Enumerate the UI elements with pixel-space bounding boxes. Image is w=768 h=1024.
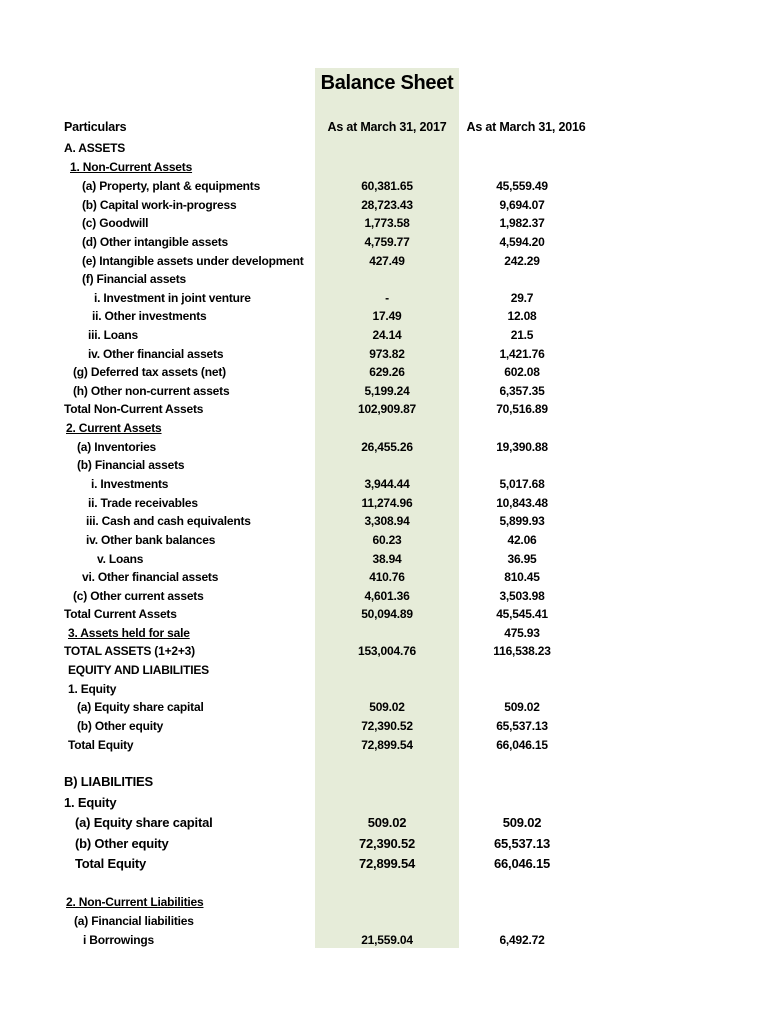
row-label: (c) Goodwill (82, 216, 149, 230)
header-particulars: Particulars (64, 120, 127, 134)
table-row (0, 494, 768, 512)
table-row (0, 139, 768, 157)
value-2016: 4,594.20 (499, 235, 545, 249)
row-label: TOTAL ASSETS (1+2+3) (64, 644, 195, 658)
row-label: Total Current Assets (64, 607, 177, 621)
value-2016: 45,559.49 (496, 179, 548, 193)
table-row (0, 456, 768, 474)
value-2016: 3,503.98 (499, 589, 545, 603)
value-2016: 19,390.88 (496, 440, 548, 454)
value-2016: 12.08 (507, 309, 537, 323)
table-row (0, 345, 768, 363)
value-2016: 45,545.41 (496, 607, 548, 621)
value-2017: 11,274.96 (361, 496, 413, 510)
table-row (0, 196, 768, 214)
row-label: (g) Deferred tax assets (net) (73, 365, 226, 379)
value-2016: 66,046.15 (493, 856, 551, 871)
value-2017: 24.14 (372, 328, 402, 342)
row-label: Total Equity (68, 738, 134, 752)
value-2016: 36.95 (507, 552, 537, 566)
row-label: ii. Other investments (92, 309, 207, 323)
value-2017: 72,899.54 (358, 856, 416, 871)
row-label: (d) Other intangible assets (82, 235, 228, 249)
row-label: iv. Other financial assets (88, 347, 224, 361)
value-2016: 66,046.15 (496, 738, 548, 752)
table-row (0, 158, 768, 176)
table-row (0, 531, 768, 549)
table-row (0, 814, 768, 832)
value-2017: 60.23 (372, 533, 402, 547)
value-2017: 1,773.58 (364, 216, 410, 230)
row-label: 1. Equity (68, 682, 117, 696)
table-row (0, 698, 768, 716)
value-2017: 3,944.44 (364, 477, 410, 491)
value-2017: 509.02 (369, 700, 405, 714)
value-2017: 410.76 (369, 570, 405, 584)
table-row (0, 661, 768, 679)
value-2017: 153,004.76 (357, 644, 417, 658)
value-2016: 10,843.48 (496, 496, 548, 510)
table-row (0, 438, 768, 456)
value-2017: 629.26 (369, 365, 405, 379)
value-2016: 9,694.07 (499, 198, 545, 212)
table-row (0, 363, 768, 381)
sheet-title: Balance Sheet (320, 72, 454, 94)
header-2017: As at March 31, 2017 (327, 120, 447, 134)
table-row (0, 931, 768, 949)
row-label: Total Equity (75, 856, 147, 871)
row-label: ii. Trade receivables (88, 496, 198, 510)
value-2016: 242.29 (504, 254, 540, 268)
table-row (0, 912, 768, 930)
table-row (0, 400, 768, 418)
value-2016: 116,538.23 (493, 644, 551, 658)
row-label: (b) Capital work-in-progress (82, 198, 237, 212)
value-2016: 602.08 (504, 365, 540, 379)
row-label: A. ASSETS (64, 141, 126, 155)
table-row (0, 419, 768, 437)
value-2017: 72,390.52 (358, 836, 416, 851)
value-2016: 21.5 (510, 328, 534, 342)
row-label: i. Investments (91, 477, 169, 491)
row-label: iii. Cash and cash equivalents (86, 514, 251, 528)
value-2017: 17.49 (372, 309, 402, 323)
row-label: 2. Current Assets (66, 421, 162, 435)
value-2016: 475.93 (504, 626, 540, 640)
value-2017: 427.49 (369, 254, 405, 268)
table-row (0, 289, 768, 307)
row-label: (h) Other non-current assets (73, 384, 230, 398)
value-2016: 42.06 (507, 533, 537, 547)
table-row (0, 550, 768, 568)
value-2017: 509.02 (367, 815, 407, 830)
value-2016: 6,357.35 (499, 384, 545, 398)
value-2016: 70,516.89 (496, 402, 548, 416)
value-2017: 50,094.89 (361, 607, 413, 621)
table-row (0, 587, 768, 605)
row-label: vi. Other financial assets (82, 570, 219, 584)
table-row (0, 624, 768, 642)
value-2017: 4,601.36 (364, 589, 410, 603)
value-2017: 973.82 (369, 347, 405, 361)
row-label: (a) Equity share capital (77, 700, 204, 714)
value-2017: 5,199.24 (364, 384, 410, 398)
value-2016: 5,899.93 (499, 514, 545, 528)
table-row (0, 835, 768, 853)
value-2016: 509.02 (502, 815, 542, 830)
value-2016: 810.45 (504, 570, 540, 584)
value-2017: - (385, 291, 389, 305)
row-label: 3. Assets held for sale (68, 626, 190, 640)
table-row (0, 512, 768, 530)
table-row (0, 893, 768, 911)
value-2016: 1,421.76 (499, 347, 545, 361)
table-row (0, 773, 768, 791)
value-2016: 6,492.72 (499, 933, 545, 947)
row-label: v. Loans (97, 552, 144, 566)
row-label: 1. Equity (64, 795, 117, 810)
table-row (0, 214, 768, 232)
row-label: 1. Non-Current Assets (70, 160, 193, 174)
row-label: (e) Intangible assets under development (82, 254, 304, 268)
row-label: (a) Financial liabilities (74, 914, 194, 928)
row-label: EQUITY AND LIABILITIES (68, 663, 209, 677)
table-row (0, 642, 768, 660)
row-label: (b) Other equity (77, 719, 164, 733)
value-2016: 5,017.68 (499, 477, 545, 491)
value-2017: 21,559.04 (361, 933, 413, 947)
row-label: (b) Financial assets (77, 458, 185, 472)
row-label: i Borrowings (83, 933, 154, 947)
row-label: (f) Financial assets (82, 272, 187, 286)
table-row (0, 326, 768, 344)
value-2017: 102,909.87 (357, 402, 417, 416)
value-2016: 65,537.13 (496, 719, 548, 733)
row-label: (a) Equity share capital (75, 815, 213, 830)
row-label: iv. Other bank balances (86, 533, 216, 547)
row-label: Total Non-Current Assets (64, 402, 204, 416)
table-row (0, 252, 768, 270)
row-label: (a) Inventories (77, 440, 157, 454)
value-2017: 3,308.94 (364, 514, 410, 528)
table-row (0, 568, 768, 586)
table-row (0, 233, 768, 251)
value-2016: 65,537.13 (493, 836, 551, 851)
value-2017: 38.94 (372, 552, 402, 566)
table-row (0, 794, 768, 812)
row-label: (b) Other equity (75, 836, 169, 851)
table-row (0, 855, 768, 873)
value-2016: 29.7 (510, 291, 534, 305)
value-2017: 28,723.43 (361, 198, 413, 212)
table-row (0, 605, 768, 623)
table-row (0, 475, 768, 493)
table-row (0, 680, 768, 698)
table-row (0, 177, 768, 195)
table-row (0, 736, 768, 754)
value-2016: 1,982.37 (499, 216, 545, 230)
row-label: 2. Non-Current Liabilities (66, 895, 204, 909)
row-label: i. Investment in joint venture (94, 291, 251, 305)
value-2017: 72,899.54 (361, 738, 413, 752)
value-2017: 4,759.77 (364, 235, 410, 249)
row-label: iii. Loans (88, 328, 139, 342)
value-2017: 26,455.26 (361, 440, 413, 454)
row-label: (c) Other current assets (73, 589, 204, 603)
row-label: (a) Property, plant & equipments (82, 179, 261, 193)
value-2016: 509.02 (504, 700, 540, 714)
table-row (0, 382, 768, 400)
row-label: B) LIABILITIES (64, 774, 153, 789)
value-2017: 60,381.65 (361, 179, 413, 193)
table-row (0, 717, 768, 735)
header-2016: As at March 31, 2016 (466, 120, 586, 134)
table-row (0, 307, 768, 325)
value-2017: 72,390.52 (361, 719, 413, 733)
table-row (0, 270, 768, 288)
